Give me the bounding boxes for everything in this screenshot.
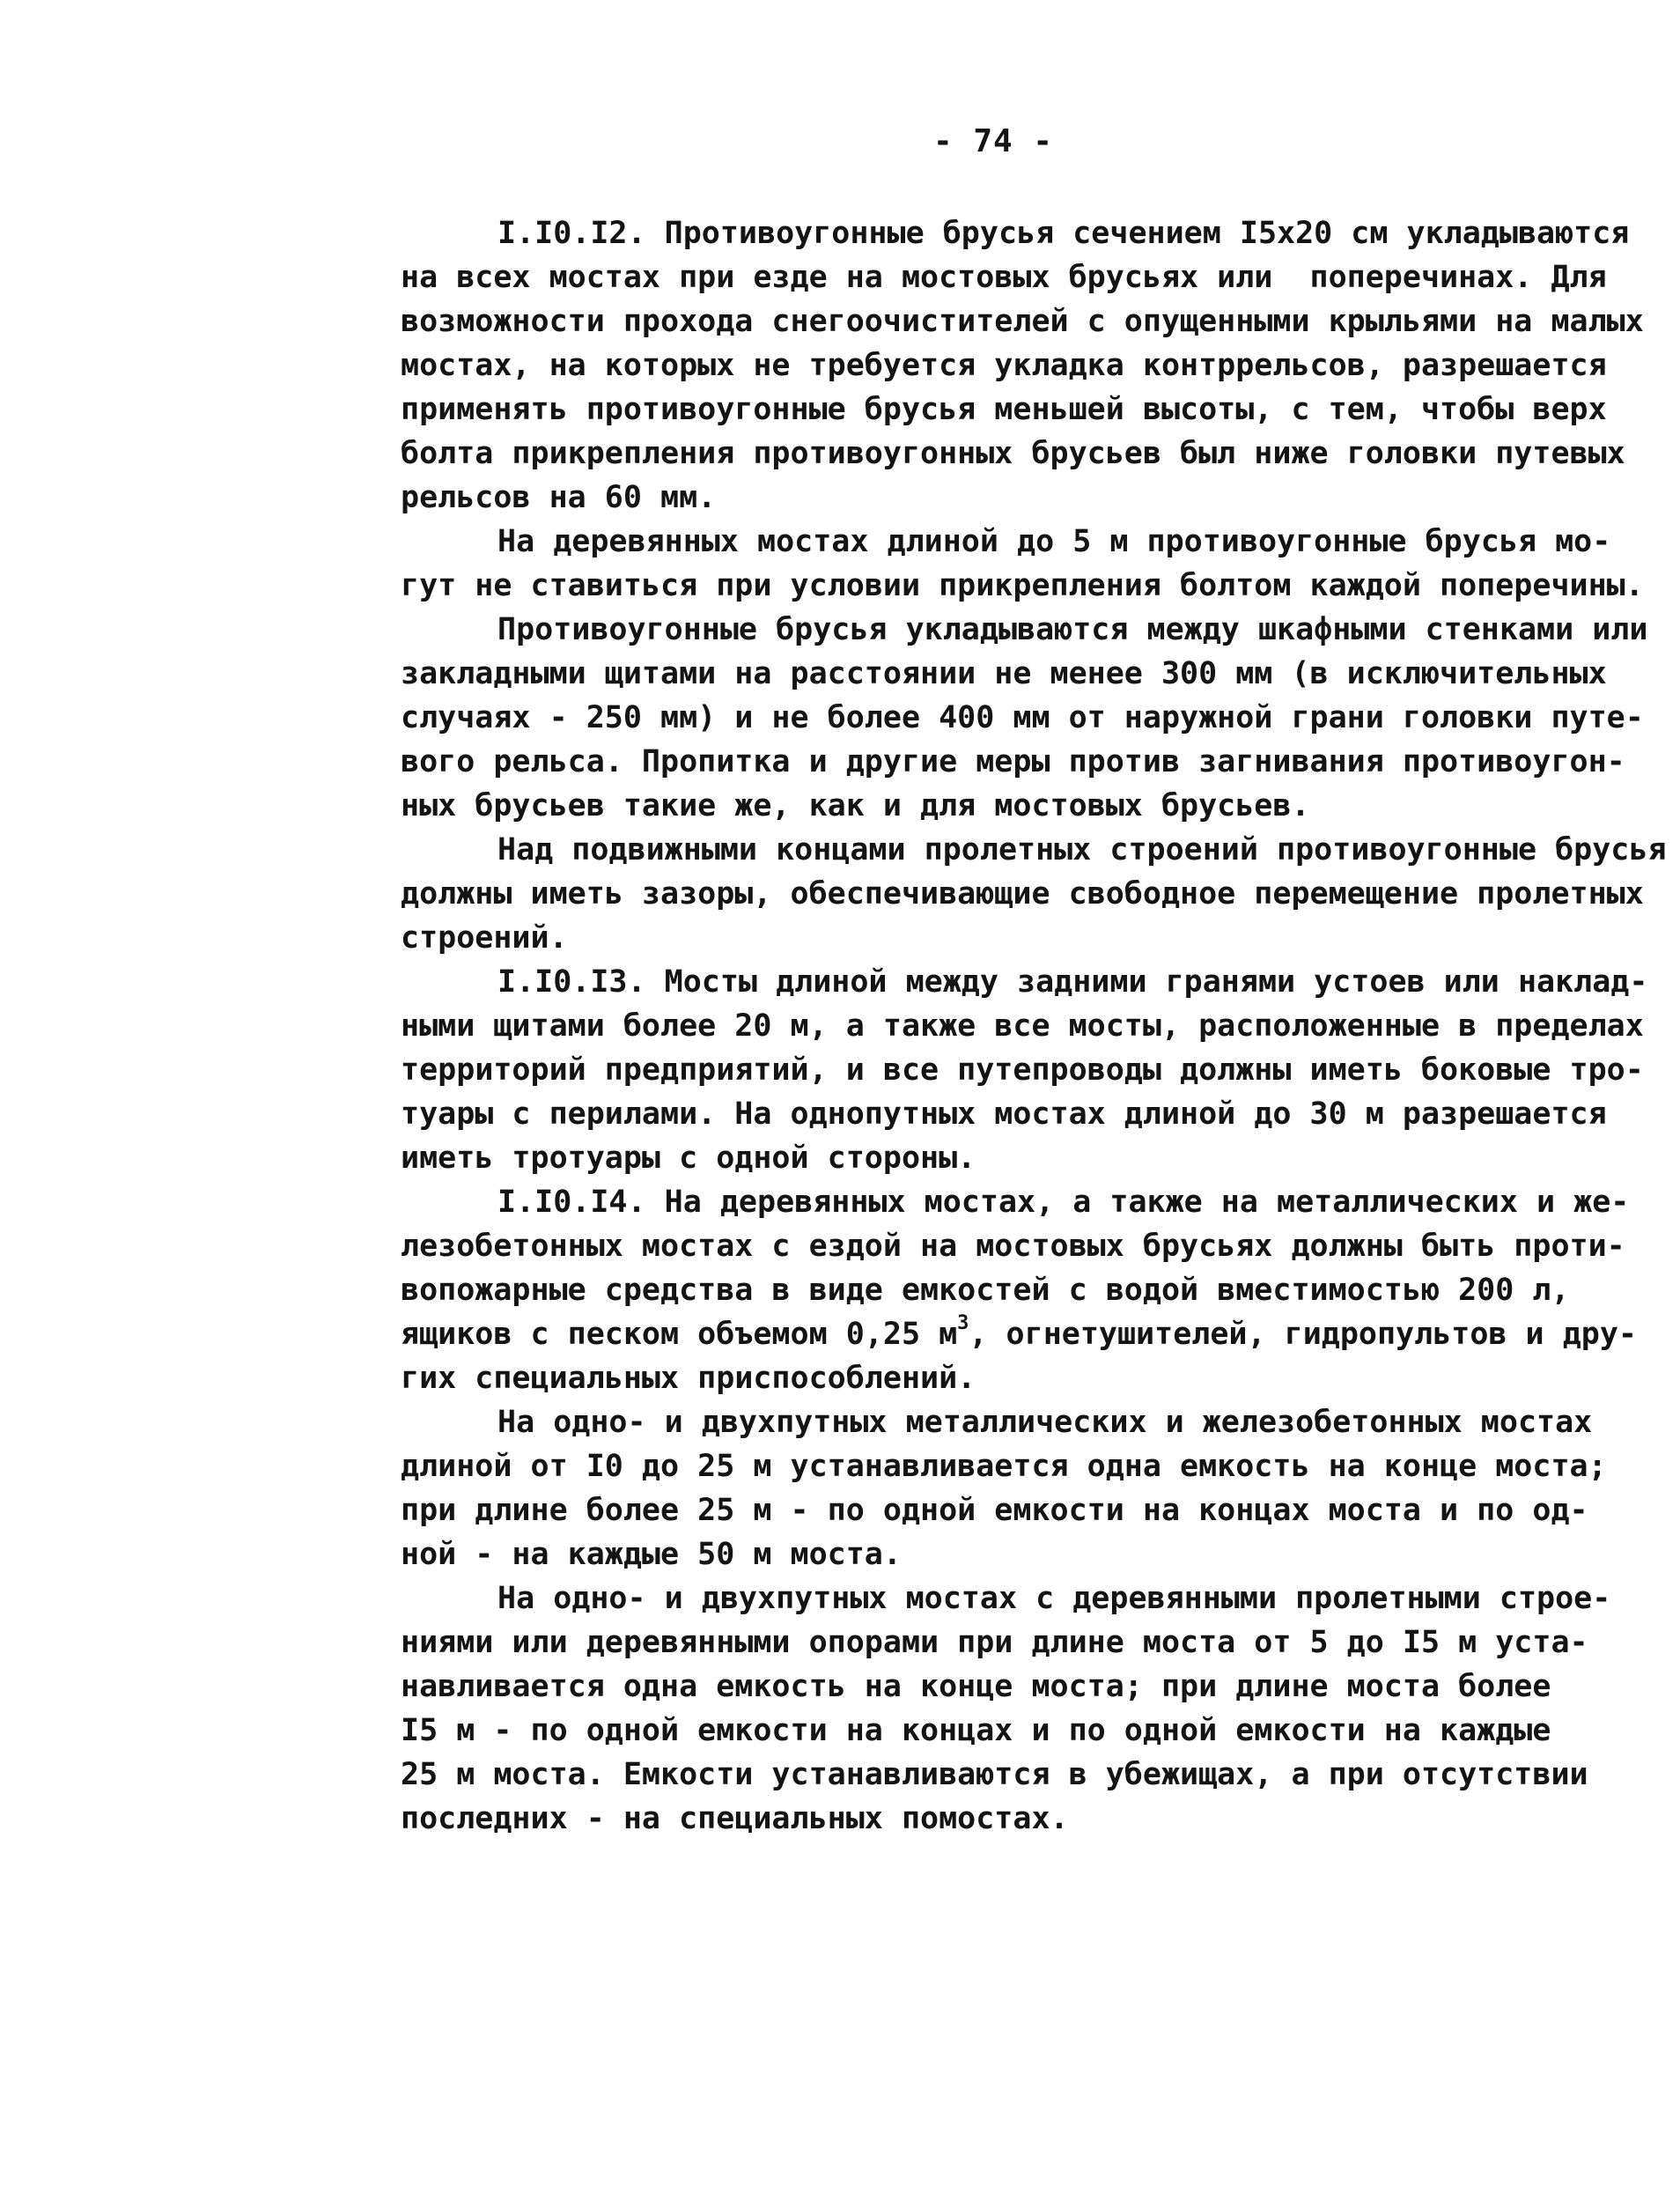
- text-line: на всех мостах при езде на мостовых брусьях или поперечинах. Для: [401, 260, 1607, 295]
- text-line: территорий предприятий, и все путепроводы должны иметь боковые тро-: [401, 1052, 1644, 1088]
- paragraph-1-10-12: [401, 211, 1644, 520]
- text-line: навливается одна емкость на конце моста; при длине моста более: [401, 1669, 1551, 1704]
- paragraph-1-10-14: [401, 1180, 1637, 1400]
- text-line: лезобетонных мостах с ездой на мостовых брусьях должны быть проти-: [401, 1229, 1625, 1264]
- paragraph-1-10-13: [401, 960, 1648, 1180]
- paragraph-wooden-spans-tanks: [401, 1576, 1633, 1841]
- text-fragment: ящиков с песком объемом 0,25 м: [401, 1317, 958, 1352]
- text-line: Противоугонные брусья укладываются между шкафными стенками или: [497, 612, 1648, 647]
- text-line: вопожарные средства в виде емкостей с водой вместимостью 200 л,: [401, 1273, 1570, 1308]
- text-line-with-superscript: [401, 1312, 1637, 1356]
- text-line: ными щитами более 20 м, а также все мосты, расположенные в пределах: [401, 1008, 1644, 1044]
- text-line: вого рельса. Пропитка и другие меры против загнивания противоугон-: [401, 744, 1625, 779]
- text-line: ниями или деревянными опорами при длине моста от 5 до I5 м уста-: [401, 1625, 1588, 1660]
- text-line: иметь тротуары с одной стороны.: [401, 1141, 976, 1176]
- text-line: случаях - 250 мм) и не более 400 мм от наружной грани головки путе-: [401, 700, 1644, 735]
- text-line: ной - на каждые 50 м моста.: [401, 1537, 902, 1572]
- paragraph-wooden-bridges: [401, 520, 1644, 608]
- text-line: I.I0.I4. На деревянных мостах, а также на металлических и же-: [497, 1185, 1630, 1220]
- text-line: должны иметь зазоры, обеспечивающие свободное перемещение пролетных: [401, 876, 1644, 912]
- text-line: На одно- и двухпутных мостах с деревянными пролетными строе-: [497, 1581, 1611, 1616]
- paragraph-guard-timbers-placement: [401, 608, 1648, 828]
- text-line: туары с перилами. На однопутных мостах длиной до 30 м разрешается: [401, 1096, 1607, 1132]
- text-line: при длине более 25 м - по одной емкости на концах моста и по од-: [401, 1493, 1588, 1528]
- text-line: строений.: [401, 920, 568, 956]
- paragraph-movable-ends: [401, 828, 1667, 960]
- text-line: последних - на специальных помостах.: [401, 1801, 1069, 1836]
- text-line: длиной от I0 до 25 м устанавливается одна емкость на конце моста;: [401, 1449, 1607, 1484]
- text-line: рельсов на 60 мм.: [401, 480, 717, 515]
- text-line: I.I0.I3. Мосты длиной между задними гранями устоев или наклад-: [497, 964, 1648, 1000]
- text-line: I.I0.I2. Противоугонные брусья сечением I5x20 см укладываются: [497, 216, 1630, 251]
- superscript: 3: [957, 1312, 969, 1335]
- page-number: - 74 -: [933, 123, 1054, 159]
- text-line: гих специальных приспособлений.: [401, 1361, 976, 1396]
- text-line: На деревянных мостах длиной до 5 м противоугонные брусья мо-: [497, 524, 1611, 559]
- text-line: 25 м моста. Емкости устанавливаются в убежищах, а при отсутствии: [401, 1757, 1588, 1792]
- text-line: Над подвижными концами пролетных строений противоугонные брусья: [497, 832, 1667, 867]
- text-line: применять противоугонные брусья меньшей высоты, с тем, чтобы верх: [401, 392, 1607, 427]
- text-line: возможности прохода снегоочистителей с опущенными крыльями на малых: [401, 304, 1644, 339]
- text-line: гут не ставиться при условии прикрепления болтом каждой поперечины.: [401, 568, 1644, 603]
- text-line: На одно- и двухпутных металлических и железобетонных мостах: [497, 1405, 1593, 1440]
- text-line: болта прикрепления противоугонных брусьев был ниже головки путевых: [401, 436, 1625, 471]
- text-line: I5 м - по одной емкости на концах и по одной емкости на каждые: [401, 1713, 1551, 1748]
- text-line: закладными щитами на расстоянии не менее 300 мм (в исключительных: [401, 656, 1607, 691]
- text-line: мостах, на которых не требуется укладка контррельсов, разрешается: [401, 348, 1607, 383]
- paragraph-metal-bridges-tanks: [401, 1400, 1633, 1576]
- text-fragment: , огнетушителей, гидропультов и дру-: [969, 1317, 1637, 1352]
- text-line: ных брусьев такие же, как и для мостовых брусьев.: [401, 788, 1310, 823]
